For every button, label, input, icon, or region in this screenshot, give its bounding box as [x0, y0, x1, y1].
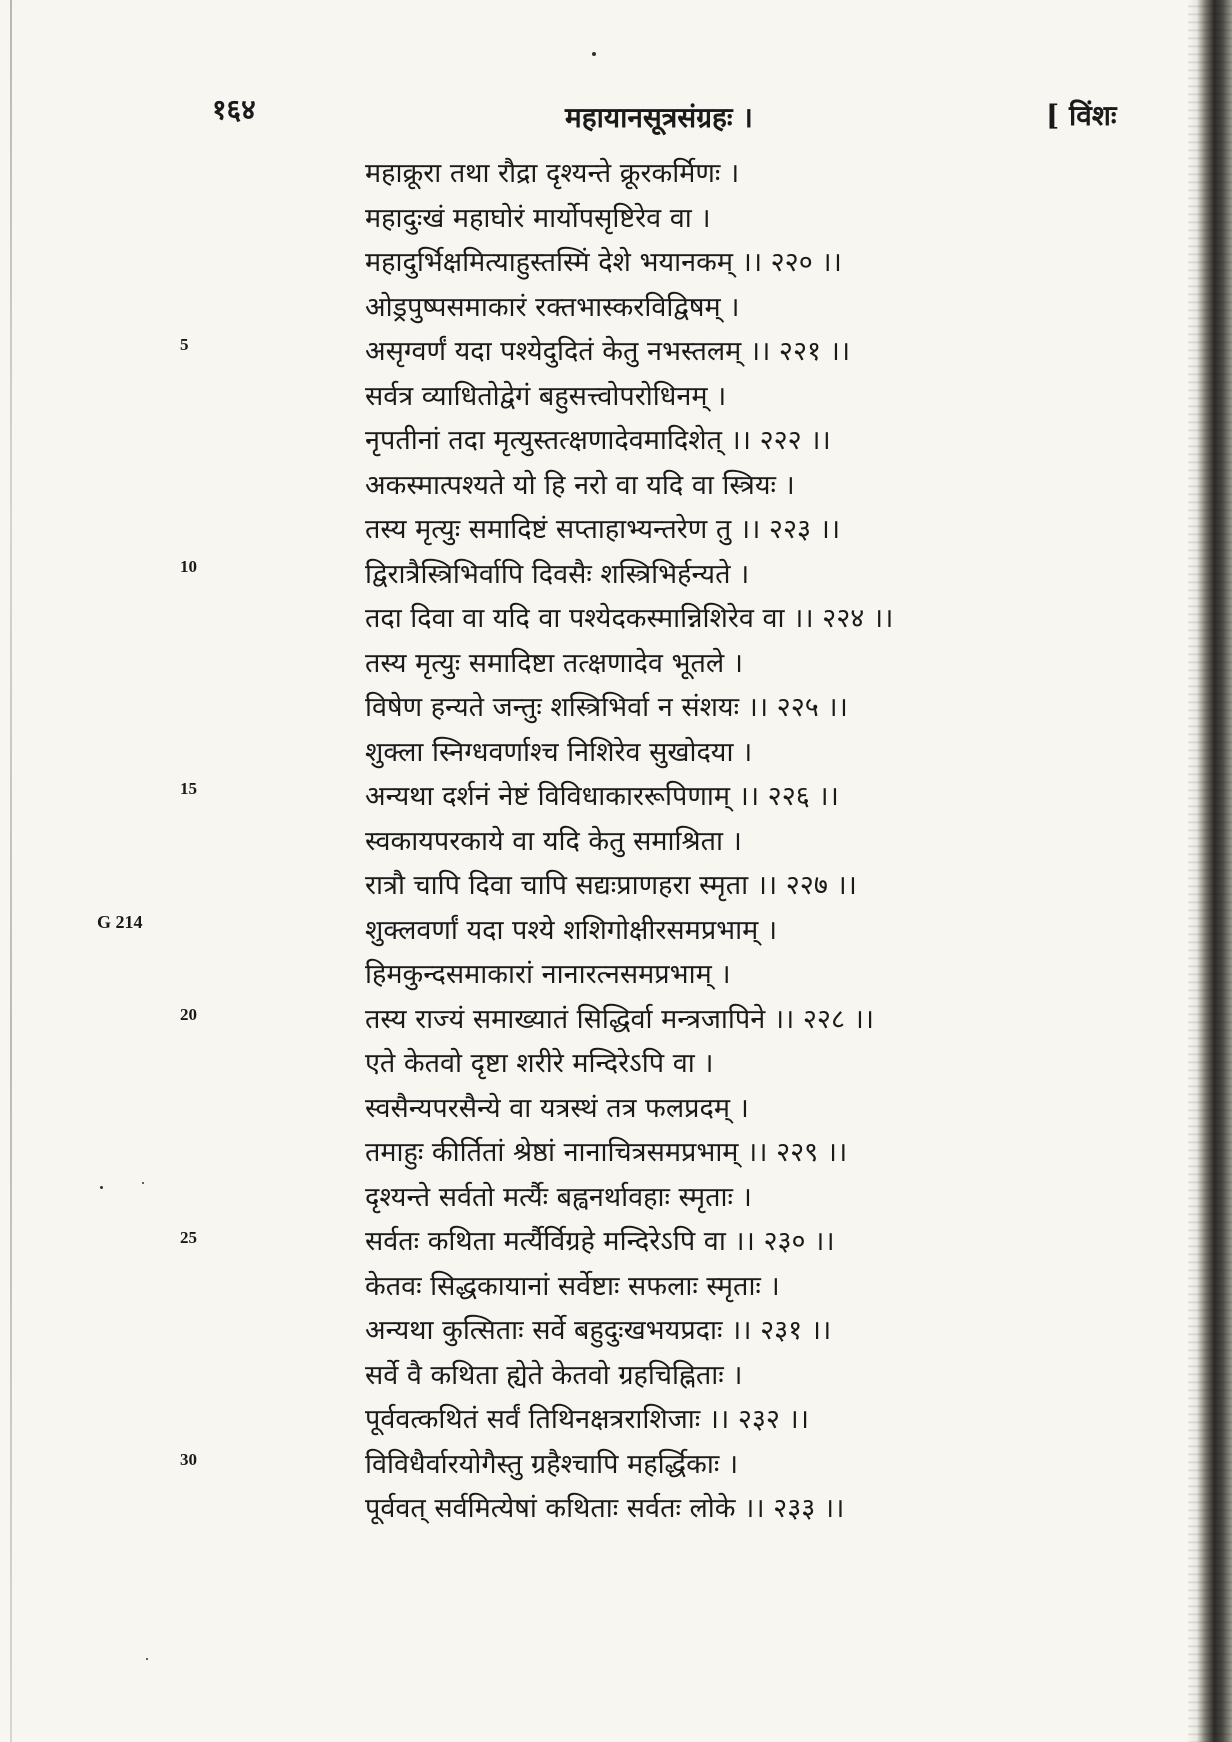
- section-mark: [ विंशः: [1046, 99, 1117, 132]
- verse-line: तदा दिवा वा यदि वा पश्येदकस्मान्निशिरेव वा ।। २२४ ।।: [365, 603, 894, 634]
- verse-line: शुक्लवर्णां यदा पश्ये शशिगोक्षीरसमप्रभाम् ।: [365, 914, 778, 946]
- verse-line: महादुर्भिक्षमित्याहुस्तस्मिं देशे भयानकम् ।। २२० ।।: [365, 247, 842, 278]
- verse-line: पूर्ववत् सर्वमित्येषां कथिताः सर्वतः लोके ।। २३३ ।।: [365, 1493, 845, 1524]
- verse-line: रात्रौ चापि दिवा चापि सद्यःप्राणहरा स्मृता ।। २२७ ।।: [365, 870, 857, 901]
- verse-line: तस्य मृत्युः समादिष्टा तत्क्षणादेव भूतले ।: [365, 647, 743, 679]
- margin-line-number: 10: [180, 557, 197, 576]
- ink-speck: [592, 52, 596, 56]
- verse-line: महाक्रूरा तथा रौद्रा दृश्यन्ते क्रूरकर्मिणः ।: [365, 158, 740, 189]
- margin-line-number: 30: [180, 1450, 197, 1469]
- margin-line-number: 15: [180, 779, 197, 798]
- verse-line: द्विरात्रैस्त्रिभिर्वापि दिवसैः शस्त्रिभिर्हन्यते ।: [365, 558, 750, 590]
- margin-line-number: 20: [180, 1005, 197, 1024]
- verse-line: हिमकुन्दसमाकारां नानारत्नसमप्रभाम् ।: [365, 959, 731, 990]
- verse-line: नृपतीनां तदा मृत्युस्तत्क्षणादेवमादिशेत् ।। २२२ ।।: [365, 425, 831, 456]
- verse-line: अकस्मात्पश्यते यो हि नरो वा यदि वा स्त्रियः ।: [365, 469, 795, 501]
- page-number: १६४: [212, 93, 256, 126]
- verse-line: महादुःखं महाघोरं मार्योपसृष्टिरेव वा ।: [365, 202, 711, 234]
- margin-line-number: 25: [180, 1228, 197, 1247]
- verse-line: स्वकायपरकाये वा यदि केतु समाश्रिता ।: [365, 825, 742, 857]
- verse-line: अन्यथा कुत्सिताः सर्वे बहुदुःखभयप्रदाः ।। २३१ ।।: [365, 1315, 832, 1346]
- running-title: महायानसूत्रसंग्रहः ।: [565, 101, 753, 134]
- margin-line-number: 5: [180, 335, 189, 354]
- verse-line: विविधैर्वारयोगैस्तु ग्रहैश्चापि महर्द्धिकाः ।: [365, 1448, 739, 1480]
- verse-line: असृग्वर्णं यदा पश्येदुदितं केतु नभस्तलम् ।। २२१ ।।: [365, 336, 851, 367]
- margin-reference: G 214: [97, 912, 143, 932]
- ink-speck: [146, 1658, 148, 1660]
- verse-line: तस्य राज्यं समाख्यातं सिद्धिर्वा मन्त्रजापिने ।। २२८ ।।: [365, 1003, 875, 1035]
- verse-line: विषेण हन्यते जन्तुः शस्त्रिभिर्वा न संशयः ।। २२५ ।।: [365, 692, 848, 723]
- verse-line: सर्वे वै कथिता ह्येते केतवो ग्रहचिह्निताः ।: [365, 1359, 743, 1391]
- verse-line: एते केतवो दृष्टा शरीरे मन्दिरेऽपि वा ।: [365, 1048, 714, 1079]
- verse-line: तस्य मृत्युः समादिष्टं सप्ताहाभ्यन्तरेण तु ।। २२३ ।।: [365, 514, 841, 545]
- verse-line: स्वसैन्यपरसैन्ये वा यत्रस्थं तत्र फलप्रदम् ।: [365, 1092, 749, 1124]
- verse-line: दृश्यन्ते सर्वतो मर्त्यैः बह्वनर्थावहाः स्मृताः ।: [365, 1181, 752, 1213]
- verse-line: शुक्ला स्निग्धवर्णाश्च निशिरेव सुखोदया ।: [365, 736, 753, 768]
- verse-block: [365, 152, 1165, 1532]
- verse-line: सर्वत्र व्याधितोद्वेगं बहुसत्त्वोपरोधिनम् ।: [365, 380, 727, 412]
- ink-speck: [142, 1182, 144, 1184]
- verse-line: ओड्रपुष्पसमाकारं रक्तभास्करविद्विषम् ।: [365, 291, 740, 323]
- verse-line: तमाहुः कीर्तितां श्रेष्ठां नानाचित्रसमप्रभाम् ।। २२९ ।।: [365, 1137, 848, 1168]
- verse-line: केतवः सिद्धकायानां सर्वेष्टाः सफलाः स्मृताः ।: [365, 1270, 780, 1302]
- verse-line: सर्वतः कथिता मर्त्यैर्विग्रहे मन्दिरेऽपि वा ।। २३० ।।: [365, 1226, 835, 1257]
- page-left-edge: [10, 0, 12, 1742]
- verse-line: पूर्ववत्कथितं सर्वं तिथिनक्षत्रराशिजाः ।। २३२ ।।: [365, 1404, 809, 1435]
- verse-line: अन्यथा दर्शनं नेष्टं विविधाकाररूपिणाम् ।। २२६ ।।: [365, 781, 839, 812]
- ink-speck: [100, 1186, 103, 1189]
- book-binding-shadow: [1188, 0, 1232, 1742]
